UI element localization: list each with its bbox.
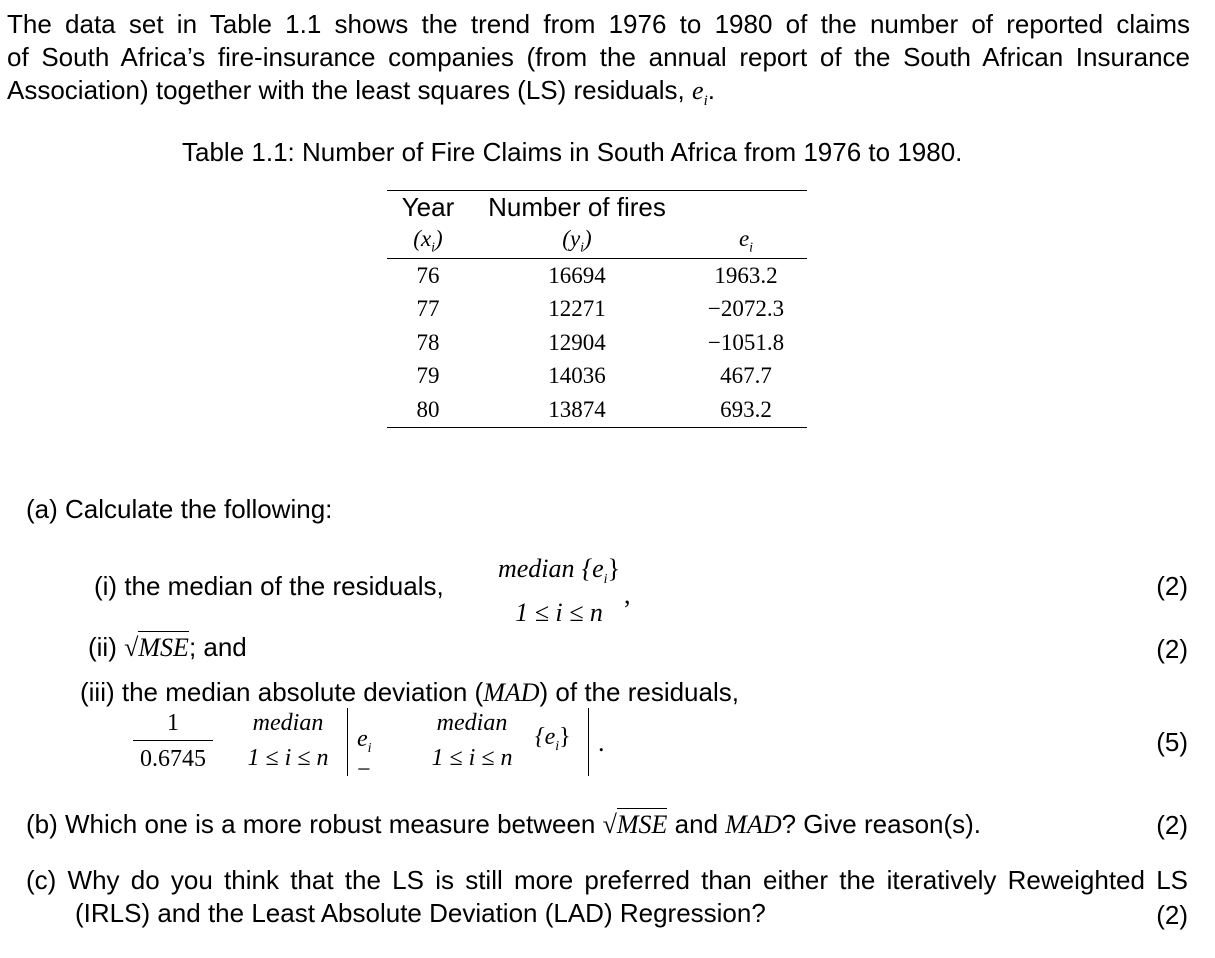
fires-cell: 16694: [548, 262, 606, 288]
question-c-line-2: (IRLS) and the Least Absolute Deviation (LAD) Regression?: [75, 898, 766, 928]
question-a-ii: (ii) √MSE; and: [88, 632, 247, 662]
fires-cell: 13874: [548, 396, 606, 422]
median-expression-i: median $\{e_i\}$ 1 ≤ i ≤ n: [497, 554, 621, 628]
question-a-iii-label: (iii) the median absolute deviation (MAD) of the residuals,: [80, 677, 739, 707]
fires-cell: 14036: [548, 363, 606, 389]
question-c-line-1: (c) Why do you think that the LS is still more preferred than either the iteratively Reweighted LS: [26, 865, 1188, 895]
residual-cell: 1963.2: [714, 262, 778, 288]
intro-line-1: The data set in Table 1.1 shows the trend from 1976 to 1980 of the number of reported claims: [7, 9, 1190, 39]
fires-cell: 12271: [548, 296, 606, 322]
question-a-label: (a) Calculate the following:: [26, 494, 333, 524]
subheader-y: $(y_i)$: [469, 225, 685, 259]
subheader-e: $e_i$: [685, 225, 807, 259]
residual-symbol: e: [692, 76, 704, 105]
marks-c: (2): [1156, 900, 1188, 930]
table-row: [387, 293, 807, 327]
subheader-x: $(x_i)$: [387, 225, 469, 259]
marks-b: (2): [1156, 810, 1188, 840]
marks-a-iii: (5): [1156, 727, 1188, 757]
year-cell: 79: [416, 363, 440, 389]
table-header-row: [387, 191, 807, 225]
residual-cell: −2072.3: [707, 296, 785, 322]
intro-paragraph: [7, 8, 1190, 118]
table-caption: Table 1.1: Number of Fire Claims in South Africa from 1976 to 1980.: [182, 137, 963, 167]
year-cell: 78: [416, 329, 440, 355]
table-row: [387, 360, 807, 394]
table-row: [387, 393, 807, 427]
fire-claims-table: [387, 190, 807, 428]
year-cell: 80: [416, 396, 440, 422]
year-cell: 76: [416, 262, 440, 288]
year-cell: 77: [416, 296, 440, 322]
table-row: [387, 259, 807, 293]
question-a-i-label: (i) the median of the residuals,: [94, 571, 444, 601]
marks-a-ii: (2): [1156, 634, 1188, 664]
intro-line-2: of South Africa’s fire-insurance companies (from the annual report of the South African Insurance: [7, 42, 1190, 72]
residual-cell: 693.2: [720, 396, 772, 422]
header-number-of-fires: Number of fires: [488, 192, 666, 223]
residual-cell: 467.7: [720, 363, 772, 389]
header-residual: [685, 191, 807, 225]
fires-cell: 12904: [548, 329, 606, 355]
intro-line-3: Association) together with the least squares (LS) residuals, $e_i$.: [7, 75, 715, 110]
table-row: [387, 326, 807, 360]
marks-a-i: (2): [1156, 571, 1188, 601]
header-year: Year: [401, 192, 455, 223]
residual-cell: −1051.8: [707, 329, 785, 355]
question-b: (b) Which one is a more robust measure between √MSE and MAD? Give reason(s).: [26, 809, 982, 839]
table-subheader-row: [387, 225, 807, 259]
